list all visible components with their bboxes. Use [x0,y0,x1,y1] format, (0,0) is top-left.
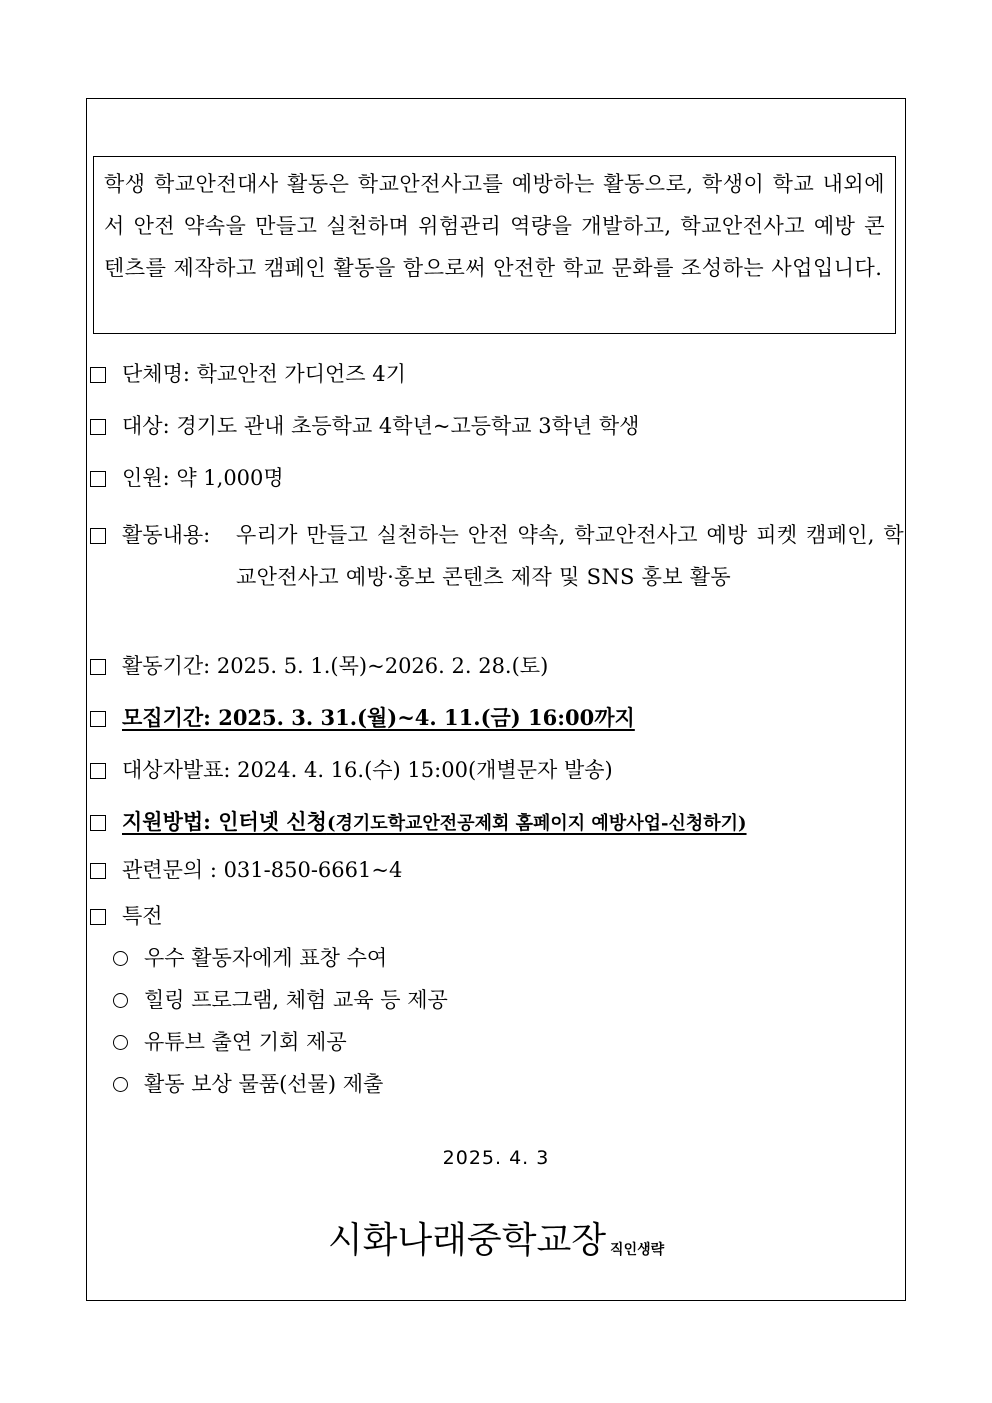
item-period [90,652,548,680]
circle-bullet-icon [113,1035,128,1050]
circle-bullet-icon [113,1077,128,1092]
circle-bullet-icon [113,951,128,966]
item-apply [90,808,747,838]
item-recruit [90,704,635,732]
benefit-text: 힐링 프로그램, 체험 교육 등 제공 [144,988,448,1012]
item-apply-main: 지원방법: 인터넷 신청 [122,809,327,834]
item-people [90,464,284,492]
benefit-item [113,986,448,1014]
item-contact-text: 관련문의 : 031-850-6661~4 [122,858,403,882]
item-announce [90,756,613,784]
item-contact [90,856,402,884]
item-benefits [90,902,163,930]
checkbox-icon [90,711,106,727]
checkbox-icon [90,909,106,925]
benefit-item [113,1070,383,1098]
checkbox-icon [90,471,106,487]
item-activity-label: 활동내용: [122,523,211,547]
checkbox-icon [90,815,106,831]
item-period-text: 활동기간: 2025. 5. 1.(목)~2026. 2. 28.(토) [122,654,549,678]
checkbox-icon [90,419,106,435]
item-activity-content: 우리가 만들고 실천하는 안전 약속, 학교안전사고 예방 피켓 캠페인, 학교안전사고 예방·홍보 콘텐츠 제작 및 SNS 홍보 활동 [236,523,904,589]
item-target-text: 대상: 경기도 관내 초등학교 4학년~고등학교 3학년 학생 [122,414,640,438]
item-people-text: 인원: 약 1,000명 [122,466,284,490]
checkbox-icon [90,528,106,544]
item-announce-text: 대상자발표: 2024. 4. 16.(수) 15:00(개별문자 발송) [122,758,613,782]
benefit-item [113,1028,347,1056]
benefit-text: 유튜브 출연 기회 제공 [144,1030,347,1054]
item-apply-detail: (경기도학교안전공제회 홈페이지 예방사업-신청하기) [326,813,747,834]
document-date: 2025. 4. 3 [442,1147,550,1169]
benefit-text: 우수 활동자에게 표창 수여 [144,946,388,970]
item-target [90,412,639,440]
checkbox-icon [90,367,106,383]
item-benefits-title: 특전 [122,904,163,928]
item-recruit-text: 모집기간: 2025. 3. 31.(월)~4. 11.(금) 16:00까지 [122,705,635,730]
intro-box: 학생 학교안전대사 활동은 학교안전사고를 예방하는 활동으로, 학생이 학교 내외에서 안전 약속을 만들고 실천하며 위험관리 역량을 개발하고, 학교안전사고 예방 콘텐츠를 제작하고 캠페인 활동을 함으로써 안전한 학교 문화를 조성하는 사업입니다. [93,156,896,334]
benefit-text: 활동 보상 물품(선물) 제출 [144,1072,384,1096]
benefit-item [113,944,387,972]
item-group-text: 단체명: 학교안전 가디언즈 4기 [122,362,406,386]
seal-note: 직인생략 [610,1242,665,1258]
checkbox-icon [90,659,106,675]
circle-bullet-icon [113,993,128,1008]
signature-name: 시화나래중학교장 [327,1220,607,1261]
item-activity-label-wrap [90,514,210,556]
checkbox-icon [90,863,106,879]
signature-line [0,1212,992,1263]
item-group [90,360,406,388]
checkbox-icon [90,763,106,779]
